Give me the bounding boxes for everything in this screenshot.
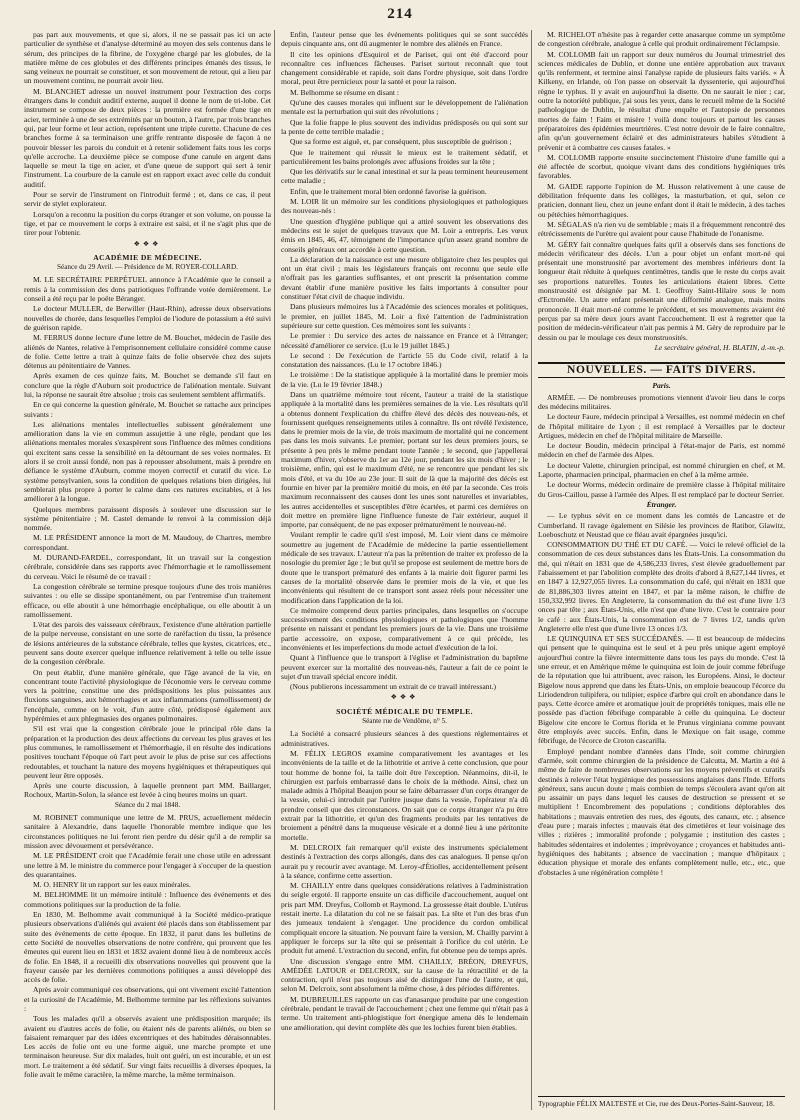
paragraph: On peut établir, d'une manière générale, que l'âge avancé de la vie, en concentrant toute l'activité physiologique de l'économie vers le cerveau comme vers la poitrine, constitue une des prédispositions les plus puissantes aux fluxions sanguines, aux hémorrhagies et aux inflammations (ramollissement) de l'encéphale, comme on le voit, d'un autre côté, prédisposé également aux hypérémies et aux phlegmasies des organes pulmonaires. bbox=[24, 667, 271, 724]
column-divider bbox=[274, 30, 275, 1110]
paragraph: M. DELCROIX fait remarquer qu'il existe des instruments spécialement destinés à l'extraction des corps allongés, dans des cas analogues. Il pense qu'on aurait pu y recourir avec avantage. M. Leroy-d'Étiolles, accidentellement présent à la séance, confirme cette assertion. bbox=[281, 842, 528, 880]
paragraph: Dans plusieurs mémoires lus à l'Académie des sciences morales et politiques, le premier, en juillet 1845, M. Loir a fixé l'attention de l'administration supérieure sur cette question. Ces mémoires sont les suivants : bbox=[281, 302, 528, 330]
paragraph: M. COLLOMB fait un rapport sur deux numéros du Journal trimestriel des sciences médicales de Dublin, et donne une entière approbation aux travaux qu'ils renferment, et termine ainsi l'analyse rapide de plusieurs faits variés. « À Kilkeny, en Irlande, où l'on passe on observait la dyssenterie, qui aujourd'hui règne le typhus. Il y avait en aujourd'hui la disette. On ne saurait le nier ; car, outre la notoriété publique, j'ai sous les yeux, dans le recueil même de la Société pathologique de Dublin, le résultat d'une enquête et l'autopsie de personnes mortes de faim ! Faim et misère ! voilà donc toujours et partout les causes préparatoires des épidémies meurtrières. C'est notre devoir de le faire connaître, afin qu'un gouvernement éclairé et des administrateurs habiles s'étudient à prévenir et à combattre ces causes fatales. » bbox=[538, 49, 785, 152]
paragraph: (Nous publierons incessamment un extrait de ce travail intéressant.) bbox=[290, 682, 497, 692]
column-divider bbox=[531, 30, 532, 1110]
paragraph: Employé pendant nombre d'années dans l'Inde, soit comme chirurgien d'armée, soit comme chirurgien de la présidence de Calcutta, M. Martin a été à même de faire de nombreuses observations sur les moyens préventifs et curatifs destinés à relever l'état hygiénique des possessions anglaises dans l'Inde. Efforts généreux, sans aucun doute ; mais combien de temps s'écoulera avant qu'on ait pu assainir un pays dans lequel les causes de destruction se pressent et se multiplient ! Encombrement des populations ; conditions déplorables des habitations ; mauvais entretien des rues, des égouts, des canaux, etc. ; absence d'eau pure ; marais infectes ; mauvais état des cimetières et leur voisinage des villes ; rizières ; immoralité profonde ; polygamie ; institution des castes ; habitudes sédentaires et indolentes ; imprévoyance ; croyances et habitudes anti-hygiéniques des habitants ; absence de vaccination ; manque d'hôpitaux ; éducation physique et morale des enfants complètement nulle, etc., etc., que d'obstacles à une régénération complète ! bbox=[538, 746, 785, 877]
column-right-top bbox=[538, 30, 785, 352]
paragraph: Une question d'hygiène publique qui a attiré souvent les observations des médecins est le sujet de quelques travaux que M. Loir a entrepris. Les vœux émis en 1845, 46, 47, témoignent de l'importance qu'un assez grand nombre de conseils généraux ont accordée à cette question. bbox=[281, 216, 528, 254]
paragraph: M. BELHOMME lit un mémoire intitulé : Influence des événements et des commotions politiques sur la production de la folie. bbox=[24, 890, 271, 909]
paragraph: M. DURAND-FARDEL, correspondant, lit un travail sur la congestion cérébrale, considérée dans ses rapports avec l'hémorrhagie et le ramollissement du cerveau. Voici le résumé de ce travail : bbox=[24, 553, 271, 581]
printer-footer: Typographie FÉLIX MALTESTE et Cie, rue des Deux-Portes-Saint-Sauveur, 18. bbox=[538, 1096, 785, 1108]
column-left bbox=[24, 30, 271, 1114]
paragraph: — Le typhus sévit en ce moment dans les comtés de Lancastre et de Cumberland. Il ravage également en Silésie les provinces de Ratibor, Glawitz, Loeboschutz et Neustad que ce fléau avait épargnées jusqu'ici. bbox=[538, 511, 785, 539]
paragraph: Après examen de ces quinze faits, M. Bouchet se demande s'il faut en conclure que la règle d'Auburn soit productrice de l'aliénation mentale. Suivant lui, la réponse ne saurait être absolue ; trois cas seulement semblent affirmatifs. bbox=[24, 371, 271, 399]
paragraph: Après une courte discussion, à laquelle prennent part MM. Baillarger, Rochoux, Martin-Solon, la séance est levée à cinq heures moins un quart. bbox=[24, 781, 271, 800]
paragraph: Les aliénations mentales intellectuelles subissent généralement une amélioration dans la vie en commun assujettie à une règle, pendant que les aliénations mentales morales s'exaspèrent sous l'influence des mêmes conditions qui excitent sans cesse la sensibilité en la détournant de ses voies normales. Et alors il se croit aussi fondé, non pas à repousser absolument, mais à prendre en défiance le système d'Auburn, comme moyen correctif et curatif du vice. Le système pensylvanien, sous la condition de quelques relations bien dirigées, lui semblerait plus propre à porter le calme dans ces natures excitables, et à les améliorer à la longue. bbox=[24, 419, 271, 504]
paragraph: M. GÉRY fait connaître quelques faits qu'il a observés dans ses fonctions de médecin vérificateur des décès. L'un a pour objet un enfant mort-né qui présentait une monstruosité par avortement des membres inférieurs dont la longueur était réduite à quelques centimètres, tandis que le reste du corps avait ses proportions naturelles. Toutes les articulations étaient libres. Cette monstruosité est désignée par M. I. Geoffroy Saint-Hilaire sous le nom d'Ectromèle. Un autre enfant présentait une difformité analogue, mais moins prononcée. Il était mort-né comme le précédent, et ses mouvements avaient été perçus par sa mère deux jours avant l'accouchement. Il est à regretter que la position de médecin-vérificateur n'ait pas permis à M. Géry de reproduire par le dessin ou par le moulage ces deux monstruosités. bbox=[538, 239, 785, 342]
paragraph: Qu'une des causes morales qui influent sur le développement de l'aliénation mentale est la perturbation qui suit des révolutions ; bbox=[281, 98, 528, 117]
session-subtitle: Séance du 29 Avril. — Présidence de M. ROYER-COLLARD. bbox=[57, 263, 238, 272]
paragraph: M. CHAILLY entre dans quelques considérations relatives à l'administration du seigle ergoté. Il rapporte ensuite un cas difficile d'accouchement, auquel ont pris part MM. Dreyfus, Collomb et Raymond. La grossesse était double. L'utérus restait inerte. La dilatation du col ne se faisait pas. La tête et l'un des bras d'un des jumeaux tendaient à s'engager. Une procidence du cordon ombilical compliquait encore la situation. Ne pouvant faire la version, M. Chailly parvint à appliquer le forceps sur la tête qui se présentait à l'orifice du col utérin. Le produit fut amené. L'extraction du second, enfin, fut obtenue peu de temps après. bbox=[281, 881, 528, 956]
paragraph: Que les dérivatifs sur le canal intestinal et sur la peau terminent heureusement cette maladie ; bbox=[281, 167, 528, 186]
paragraph: L'état des parois des vaisseaux cérébraux, l'existence d'une altération partielle de la pulpe nerveuse, consistant en une sorte de raréfaction du tissu, la présence de lésions antérieures de la substance cérébrale, telles que kystes, cicatrices, etc., peuvent sans doute exercer quelque influence relativement à telle ou telle issue de la congestion cérébrale. bbox=[24, 620, 271, 667]
paragraph: S'il est vrai que la congestion cérébrale joue le principal rôle dans la préparation et la production des deux affections du cerveau les plus graves et les plus communes, le ramollissement et l'hémorrhagie, il en résulte des indications positives touchant l'époque où l'art peut avoir le plus de prise sur ces affections redoutables, et touchant la nature des moyens hygiéniques et thérapeutiques qui peuvent leur être opposés. bbox=[24, 724, 271, 780]
paragraph: M. COLLOMB rapporte ensuite succinctement l'histoire d'une famille qui a été affectée de scorbut, quoique vivant dans des conditions hygiéniques très favorables. bbox=[538, 152, 785, 181]
paragraph: M. O. HENRY lit un rapport sur les eaux minérales. bbox=[33, 880, 191, 890]
paragraph: LE QUINQUINA ET SES SUCCÉDANÉS. — Il est beaucoup de médecins qui pensent que le quinquina est le seul et à peu près unique agent employé aujourd'hui contre la fièvre intermittente dans tous les pays du monde. C'est là une erreur, et en Amérique même le quinquina est loin de jouir comme fébrifuge de la réputation que lui attribuent, avec raison, les Européens. Ainsi, le docteur Bigelow nous apprend que dans les États-Unis, on emploie beaucoup l'écorce du Liriodendron tulipifera, ou tulipier, espèce d'arbre qui croît en abondance dans le pays. Cette écorce amère et aromatique jouit de propriétés toniques, mais elle ne possède pas d'action fébrifuge comparable à celle du quinquina. Le docteur Bigelow cite encore le Cornus florida et le Prunus virginiana comme pouvant être employés avec succès. Enfin, dans le Mexique on fait usage, comme fébrifuge, de l'écorce de Croton cascarilla. bbox=[538, 634, 785, 746]
paragraph: La Société a consacré plusieurs séances à des questions réglementaires et administratives. bbox=[281, 729, 528, 748]
paragraph: Le docteur Faure, médecin principal à Versailles, est nommé médecin en chef de l'hôpital militaire de Lyon ; il est remplacé à Versailles par le docteur Artigues, médecin en chef de l'hôpital militaire de Marseille. bbox=[538, 412, 785, 440]
column-middle bbox=[281, 30, 528, 1114]
paragraph: M. SÉGALAS n'a rien vu de semblable ; mais il a fréquemment rencontré des rétrécissements de l'urètre qui avaient pour cause l'habitude de l'onanisme. bbox=[538, 219, 785, 239]
paragraph: La congestion cérébrale se termine presque toujours d'une des trois manières suivantes : ou elle se dissipe spontanément, ou par l'entremise d'un traitement efficace, ou elle aboutit à une hémorrhagie encéphalique, ou elle aboutit à un ramollissement. bbox=[24, 581, 271, 619]
paragraph: Le docteur Valette, chirurgien principal, est nommé chirurgien en chef, et M. Laporte, pharmacien principal, pharmacien en chef à la même armée. bbox=[538, 460, 785, 480]
paragraph: M. FÉLIX LEGROS examine comparativement les avantages et les inconvénients de la taille et de la lithotritie et arrive à cette conclusion, que pour tout homme de bonne foi, la taille doit être l'exception. Néanmoins, dit-il, le chirurgien est parfois embarrassé dans le choix de la méthode. Ainsi, chez un malade admis à l'hôpital Beaujon pour se faire débarrasser d'un corps étranger de la vessie, celui-ci introduit par l'urètre jusque dans la vessie, l'opérateur n'a dû prendre conseil que des circonstances. On sait que ce corps étranger n'a pu être extrait par la lithotritie, et qu'un des fragments produits par les tentatives de broiement a pénétré dans la muqueuse vésicale et a donné lieu à une péritonite mortelle. bbox=[281, 748, 528, 842]
nouvelles-title: NOUVELLES. — FAITS DIVERS. bbox=[538, 362, 785, 378]
paragraph: Quant à l'influence que le transport à l'église et l'administration du baptême peuvent exercer sur la mortalité des nouveau-nés, l'auteur a fait de ce point le sujet d'un travail spécial encore inédit. bbox=[281, 653, 528, 681]
paragraph: M. Belhomme se résume en disant : bbox=[290, 87, 400, 97]
section-heading: SOCIÉTÉ MÉDICALE DU TEMPLE. bbox=[336, 706, 473, 716]
paragraph: Dans un quatrième mémoire tout récent, l'auteur a traité de la statistique appliquée à la mortalité dans les premières semaines de la vie. Les résultats qu'il a obtenus donnent l'explication du chiffre élevé des décès des nouveau-nés, et fournissent quelques renseignements utiles à connaître. Ils ont révélé l'existence, dans le premier mois de la vie, de trois maximum de mortalité qui ne concernent pas dans les mois suivants. Le premier, portant sur les deux premiers jours, se présente à peu près le même pendant toute l'année ; le second, que j'appellerai maximum d'hiver, s'observe du 1er au 12e jour, pendant les six mois d'hiver ; le troisième, enfin, qui est le maximum d'été, ne se rencontre que pendant les six mois d'été, et va du 10e au 23e jour. Il suit de là que la majorité des décès est fournie en hiver par la première moitié du mois, en été par la seconde. Ces trois maximum reconnaissent des causes dont les unes sont naturelles et invariables, les autres accidentelles et susceptibles d'être écartées, et parmi ces dernières on doit mettre en première ligne l'influence funeste de l'air extérieur, auquel il importe, par conséquent, de ne pas exposer prématurément le nouveau-né. bbox=[281, 389, 528, 530]
paragraph: Enfin, l'auteur pense que les événements politiques qui se sont succédés depuis cinquante ans, ont dû augmenter le nombre des aliénés en France. bbox=[281, 30, 528, 49]
session-subtitle: Séante rue de Vendôme, n° 5. bbox=[362, 717, 447, 726]
paragraph: Une discussion s'engage entre MM. CHAILLY, BRÉON, DREYFUS, AMÉDÉE LATOUR et DELCROIX, sur la cause de la rétractilité et de la contraction, qu'il n'est pas toujours aisé de distinguer l'une de l'autre, et qui, selon M. Delcroix, sont absolument la même chose, à des périodes différentes. bbox=[281, 956, 528, 994]
paragraph: Quelques membres paraissent disposés à soulever une discussion sur le système pénitentiaire ; M. Castel demande le renvoi à la commission déjà nommée. bbox=[24, 504, 271, 533]
page-number: 214 bbox=[387, 6, 413, 22]
etranger-body bbox=[538, 511, 785, 877]
paragraph: Que sa forme est aiguë, et, par conséquent, plus susceptible de guérison ; bbox=[290, 137, 512, 147]
ornament-divider: ❖❖❖ bbox=[133, 239, 162, 248]
paragraph: Le troisième : De la statistique appliquée à la mortalité dans le premier mois de la vie. (Lu le 19 février 1848.) bbox=[281, 370, 528, 389]
paragraph: M. LE PRÉSIDENT croit que l'Académie ferait une chose utile en adressant une lettre à M. le ministre du commerce pour l'engager à s'occuper de la question des quarantaines. bbox=[24, 851, 271, 879]
paragraph: pas part aux mouvements, et que si, alors, il ne se passait pas ici un acte particulier de synthèse et d'analyse déterminé au moyen des sels contenus dans le sérum, des principes de la fibrine, de l'oxygène chargé par les globules, de la matière même de ces globules et des différents principes émanés des tissus, le sang veineux ne pourrait se constituer, et son mouvement de retour, qui a lieu par un mouvement continu, ne pourrait avoir lieu. bbox=[24, 30, 271, 86]
paragraph: CONSOMMATION DU THÉ ET DU CAFÉ. — Voici le relevé officiel de la consommation de ces deux substances dans les États-Unis. La consommation du thé, qui n'était en 1831 que de 4,586,233 livres, s'est élevée graduellement par l'abaissement et par l'abolition complète des droits d'abord à 8,627,144 livres, et en 1847 à 12,927,055 livres. La consommation du café, qui n'était en 1831 que de 81,886,303 livres atteint en 1847, et par la même raison, le chiffre de 150,332,992 livres. En Angleterre, la consommation du thé est d'une livre 1/3 onces par tête ; aux États-Unis, elle n'est que d'une livre. C'est le contraire pour le café : aux États-Unis, la consommation est de 7 livres 1/2, tandis qu'en Angleterre elle n'est que d'une livre 13 onces 1/3. bbox=[538, 540, 785, 633]
paragraph: La déclaration de la naissance est une mesure obligatoire chez les peuples qui ont un état civil ; mais les législateurs français ont reconnu que seule elle n'offrait pas les garanties suffisantes, et ont prescrit la présentation comme devant établir d'une manière positive les faits importants à consulter pour constituer l'état civil de chaque individu. bbox=[281, 254, 528, 302]
paragraph: M. LE PRÉSIDENT annonce la mort de M. Maudouy, de Chartres, membre correspondant. bbox=[24, 533, 271, 552]
paragraph: Le docteur Worms, médecin ordinaire de première classe à l'hôpital militaire du Gros-Caillou, passe à l'armée des Alpes. Il est remplacé par le docteur Serrier. bbox=[538, 480, 785, 499]
paragraph: M. BLANCHET adresse un nouvel instrument pour l'extraction des corps étrangers dans le conduit auditif externe, auquel il donne le nom de tri-lobe. Cet instrument se compose de deux pièces : la première est formée d'une tige en acier, terminée à une de ses extrémités par un bouton, à l'autre, par trois branches qui, par leur forme et leur action, représentent une triple curette. Chacune de ces branches forme à sa terminaison une griffe rentrante disposée de façon à ne pouvoir blesser les parois du conduit et à retenir solidement faits tous les corps qu'elle accroche. La deuxième pièce se compose d'une canule en argent dans laquelle se meut la tige en acier, et d'une queue de support qui sert à tenir l'instrument. La courbure de la canule est en rapport exact avec celle du conduit auditif. bbox=[24, 86, 271, 189]
section-heading: ACADÉMIE DE MÉDECINE. bbox=[93, 252, 202, 262]
paragraph: Pour se servir de l'instrument on l'introduit fermé ; et, dans ce cas, il peut servir de stylet explorateur. bbox=[24, 190, 271, 209]
paragraph: Le premier : Du service des actes de naissance en France et à l'étranger; nécessité d'améliorer ce service. (Lu le 19 juillet 1845.) bbox=[281, 331, 528, 350]
paragraph: M. LOIR lit un mémoire sur les conditions physiologiques et pathologiques des nouveau-nés : bbox=[281, 197, 528, 216]
paragraph: M. DUBREUILLES rapporte un cas d'anasarque produite par une congestion cérébrale, pendant le travail de l'accouchement ; chez une femme qui n'était pas à terme. Un traitement anti-phlogistique fort énergique amena dès le lendemain une amélioration, qui devint complète dès que les lochies furent bien établies. bbox=[281, 994, 528, 1032]
signature: Le secrétaire général, H. BLATIN, d.-m.-p. bbox=[654, 342, 785, 352]
nouvelles-city: Paris. bbox=[652, 381, 671, 391]
etranger-title: Étranger. bbox=[646, 499, 677, 509]
paragraph: M. ROBINET communique une lettre de M. PRUS, actuellement médecin sanitaire à Alexandrie, dans laquelle l'honorable membre indique que les circonstances politiques ne lui feront rien perdre du désir qu'il a de remplir sa mission avec dévouement et persévérance. bbox=[24, 813, 271, 850]
paragraph: Enfin, que le traitement moral bien ordonné favorise la guérison. bbox=[290, 186, 487, 196]
session-subtitle: Séance du 2 mai 1848. bbox=[114, 800, 181, 809]
paragraph: Que le traitement qui réussit le mieux est le traitement sédatif, et particulièrement les bains prolongés avec affusions froides sur la tête ; bbox=[281, 147, 528, 166]
nouvelles-body bbox=[538, 393, 785, 499]
paragraph: Il cite les opinions d'Esquirol et de Pariset, qui ont été d'accord pour reconnaître ces influences fâcheuses. Pariset surtout reconnaît que tout changement considérable et rapide, soit dans l'ordre physique, soit dans l'ordre moral, peut être pernicieux pour la santé et pour la raison. bbox=[281, 49, 528, 87]
paragraph: M. GAIDE rapporte l'opinion de M. Husson relativement à une cause de débilitation fréquente dans les collèges, la masturbation, et qui, selon ce praticien, donnant lieu, chez un jeune enfant dont il était le médecin, à des taches ou pétéchies hémorrhagiques. bbox=[538, 181, 785, 219]
paragraph: Le second : De l'exécution de l'article 55 du Code civil, relatif à la constatation des naissances. (Lu le 17 octobre 1846.) bbox=[281, 350, 528, 370]
paragraph: Après avoir communiqué ces observations, qui ont vivement excité l'attention et la curiosité de l'Académie, M. Belhomme termine par les réflexions suivantes : bbox=[24, 985, 271, 1013]
paragraph: ARMÉE. — De nombreuses promotions viennent d'avoir lieu dans le corps des médecins militaires. bbox=[538, 392, 785, 411]
paragraph: En ce qui concerne la question générale, M. Bouchet se rattache aux principes suivants : bbox=[24, 400, 271, 419]
paragraph: Le docteur MULLER, de Berwiller (Haut-Rhin), adresse deux observations nouvelles de chorée, dans lesquelles l'emploi de l'iodure de potassium a été suivi de guérison rapide. bbox=[24, 304, 271, 332]
paragraph: M. RICHELOT n'hésite pas à regarder cette anasarque comme un symptôme de congestion cérébrale, analogue à celle qui produit ordinairement l'éclampsie. bbox=[538, 30, 785, 49]
paragraph: Le docteur Boudin, médecin principal à l'état-major de Paris, est nommé médecin en chef de l'armée des Alpes. bbox=[538, 441, 785, 460]
paragraph: Que la folie frappe le plus souvent des individus prédisposés ou qui sont sur la pente de cette terrible maladie ; bbox=[281, 117, 528, 136]
column-right bbox=[538, 30, 785, 1114]
paragraph: Tous les malades qu'il a observés avaient une prédisposition marquée; ils avaient eu d'autres accès de folie, ou étaient nés de parents aliénés, ou bien se faisaient remarquer par des idées excentriques et des habitudes déraisonnables. Les accès de folie ont eu une forme aiguë, une marche prompte et une terminaison heureuse. Sur dix malades, huit ont guéri, un est incurable, et un est mort. Le traitement a été sédatif. Sur vingt faits recueillis à diverses époques, la folie avait le même caractère, la même marche, la même terminaison. bbox=[24, 1014, 271, 1080]
paragraph: En 1830, M. Belhomme avait communiqué à la Société médico-pratique plusieurs observations d'aliénés qui avaient été placés dans son établissement par suite des événements de cette époque. En 1832, il parut dans les bulletins de cette Société de nouvelles observations de notre confrère, qui prouvent que les émeutes qui eurent lieu en 1831 et 1832 avaient donné lieu à de nombreux accès de folie. En 1848, il a recueilli dix observations nouvelles qui prouvent que la frayeur causée par les dernières commotions politiques a aussi développé des accès de folie. bbox=[24, 910, 271, 985]
paragraph: Voulant remplir le cadre qu'il s'est imposé, M. Loir vient dans ce mémoire soumettre au jugement de l'Académie de médecine la partie essentiellement médicale de ses travaux. L'auteur n'a pas la prétention de traiter ex professo de la nosologie du premier âge ; le but qu'il se propose est seulement de mettre hors de doute que le transport prématuré des enfants à la mairie doit figurer parmi les causes de la mortalité observée dans le premier mois de la vie, et que les inconvénients qui résultent de ce transport sont assez réels pour nécessiter une modification dans l'application de la loi. bbox=[281, 530, 528, 605]
paragraph: Lorsqu'on a reconnu la position du corps étranger et son volume, on pousse la tige, et par ce mouvement le corps à extraire est saisi, et il ne s'agit plus que de tirer pour l'obtenir. bbox=[24, 209, 271, 238]
paragraph: Ce mémoire comprend deux parties principales, dans lesquelles on s'occupe successivement des conditions physiologiques et pathologiques que l'homme présente en naissant et pendant les premiers jours de la vie. Dans une troisième partie accessoire, on expose, comparativement à ce qui précède, les inconvénients et les imperfections du mode actuel d'exécution de la loi. bbox=[281, 605, 528, 652]
paragraph: M. LE SECRÉTAIRE PERPÉTUEL annonce à l'Académie que le conseil a remis à la commission des dons patriotiques l'offrande votée dernièrement. Le conseil a été reçu par le poëte Béranger. bbox=[24, 275, 271, 304]
ornament-divider: ❖❖❖ bbox=[390, 693, 419, 702]
paragraph: M. FERRUS donne lecture d'une lettre de M. Bouchet, médecin de l'asile des aliénés de Nantes, relative à l'emprisonnement cellulaire considéré comme cause de folie. Cette lettre a trait à quinze faits de folie observée chez des sujets détenus au pénitentiaire de Vannes. bbox=[24, 333, 271, 371]
